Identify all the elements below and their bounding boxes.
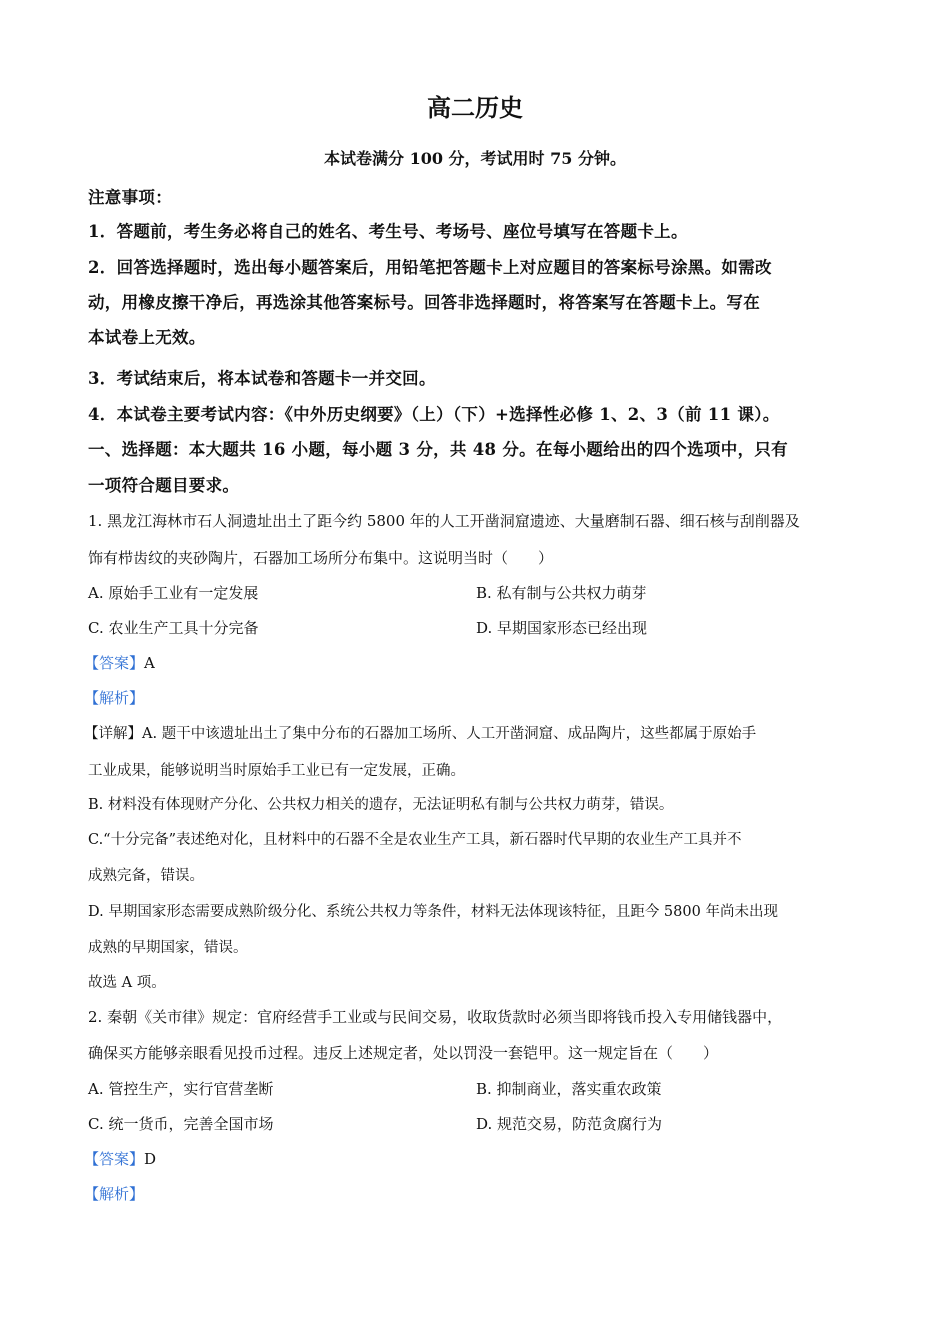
question-1-option-c: C. 农业生产工具十分完备 [88, 619, 259, 637]
conclusion-line: 故选 A 项。 [88, 975, 166, 991]
detail-line: B. 材料没有体现财产分化、公共权力相关的遗存，无法证明私有制与公共权力萌芽，错误。 [88, 797, 674, 813]
answer-value: D [144, 1150, 157, 1168]
question-1-option-a: A. 原始手工业有一定发展 [88, 584, 259, 602]
answer-value: A [144, 654, 155, 672]
section-heading-cont: 一项符合题目要求。 [88, 476, 240, 495]
question-2-option-c: C. 统一货币，完善全国市场 [88, 1115, 274, 1133]
question-1-answer [84, 652, 155, 673]
notes-heading: 注意事项： [88, 188, 172, 207]
note-item: 本试卷上无效。 [88, 328, 206, 347]
question-1-stem-cont: 饰有栉齿纹的夹砂陶片，石器加工场所分布集中。这说明当时（ ） [88, 549, 554, 567]
detail-line: 成熟的早期国家，错误。 [88, 940, 248, 956]
detail-tag: 【详解】 [84, 726, 142, 742]
question-2-answer [84, 1148, 156, 1169]
answer-tag: 【答案】 [84, 654, 145, 672]
section-heading: 一、选择题：本大题共 16 小题，每小题 3 分，共 48 分。在每小题给出的四个选项中，只有 [88, 440, 788, 459]
analysis-tag: 【解析】 [84, 689, 145, 707]
question-1-stem: 1. 黑龙江海林市石人洞遗址出土了距今约 5800 年的人工开凿洞窟遗迹、大量磨制石器、细石核与刮削器及 [88, 512, 800, 530]
note-item: 3．考试结束后，将本试卷和答题卡一并交回。 [88, 369, 436, 388]
note-item: 1．答题前，考生务必将自己的姓名、考生号、考场号、座位号填写在答题卡上。 [88, 222, 688, 241]
note-item: 动，用橡皮擦干净后，再选涂其他答案标号。回答非选择题时，将答案写在答题卡上。写在 [88, 293, 760, 312]
question-2-option-a: A. 管控生产，实行官营垄断 [88, 1080, 274, 1098]
detail-line: D. 早期国家形态需要成熟阶级分化、系统公共权力等条件，材料无法体现该特征，且距今 5800 年尚未出现 [88, 904, 778, 920]
question-2-stem-cont: 确保买方能够亲眼看见投币过程。违反上述规定者，处以罚没一套铠甲。这一规定旨在（ ） [88, 1044, 719, 1062]
answer-tag: 【答案】 [84, 1150, 145, 1168]
detail-line: C.“十分完备”表述绝对化，且材料中的石器不全是农业生产工具，新石器时代早期的农业生产工具并不 [88, 832, 742, 848]
question-1-option-b: B. 私有制与公共权力萌芽 [476, 584, 647, 602]
page-title: 高二历史 [427, 93, 523, 122]
analysis-tag: 【解析】 [84, 1185, 145, 1203]
detail-line [84, 722, 756, 743]
question-2-option-d: D. 规范交易，防范贪腐行为 [476, 1115, 663, 1133]
exam-info: 本试卷满分 100 分，考试用时 75 分钟。 [324, 149, 626, 168]
detail-line: 工业成果，能够说明当时原始手工业已有一定发展，正确。 [88, 763, 465, 779]
note-item: 4．本试卷主要考试内容：《中外历史纲要》（上）（下）+选择性必修 1、2、3（前 11 课）。 [88, 405, 780, 424]
note-item: 2．回答选择题时，选出每小题答案后，用铅笔把答题卡上对应题目的答案标号涂黑。如需改 [88, 258, 772, 277]
detail-text: A. 题干中该遗址出土了集中分布的石器加工场所、人工开凿洞窟、成品陶片，这些都属于原始手 [142, 726, 757, 742]
detail-line: 成熟完备，错误。 [88, 868, 204, 884]
question-2-stem: 2. 秦朝《关市律》规定：官府经营手工业或与民间交易，收取货款时必须当即将钱币投入专用储钱器中， [88, 1008, 783, 1026]
question-2-option-b: B. 抑制商业，落实重农政策 [476, 1080, 662, 1098]
question-1-option-d: D. 早期国家形态已经出现 [476, 619, 648, 637]
